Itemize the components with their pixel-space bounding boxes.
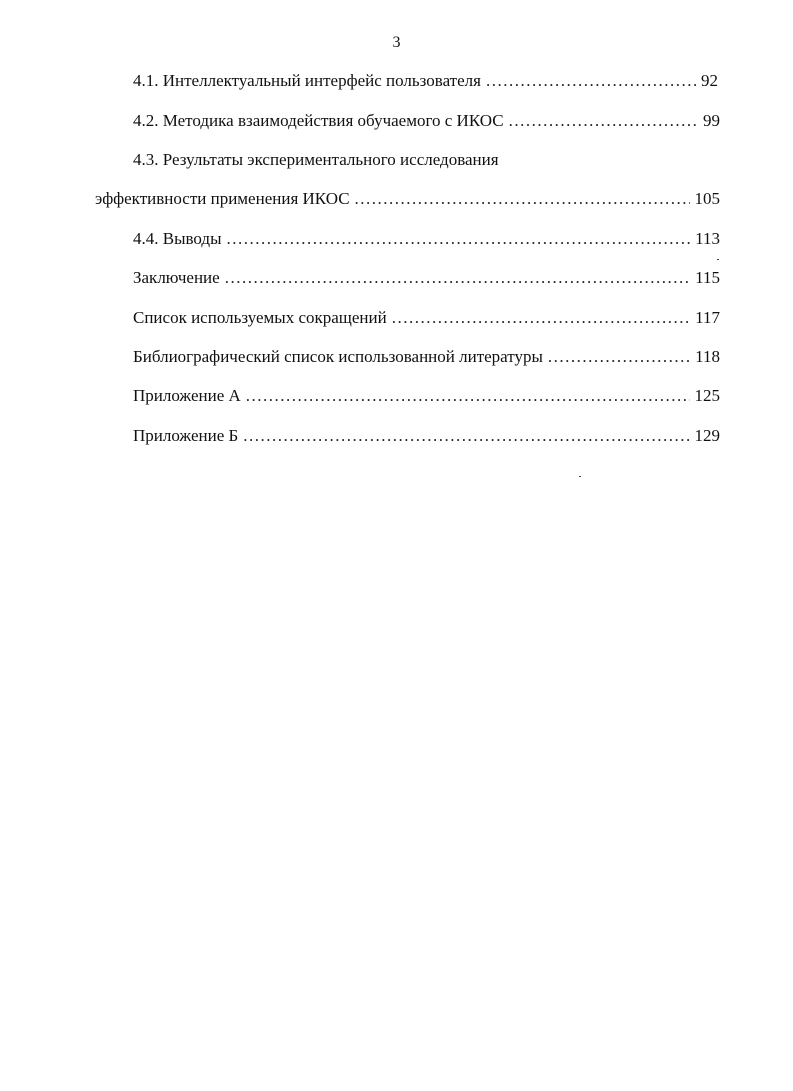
toc-entry[interactable] [133, 267, 720, 289]
toc-dot-leader [548, 346, 690, 368]
page-number: 3 [392, 34, 401, 51]
toc-entry-page: 118 [695, 347, 720, 366]
scan-speck [579, 476, 581, 477]
toc-entry[interactable] [133, 110, 720, 132]
toc-entry-heading[interactable] [133, 149, 553, 171]
toc-entry-title: 4.3. Результаты экспериментального исследования [133, 150, 499, 169]
toc-entry[interactable] [95, 188, 720, 210]
toc-entry-title: эффективности применения ИКОС [95, 189, 350, 208]
scan-speck [717, 259, 719, 260]
toc-entry-page: 105 [694, 189, 720, 208]
toc-entry-title: 4.1. Интеллектуальный интерфейс пользователя [133, 71, 481, 90]
toc-entry-title: Список используемых сокращений [133, 308, 387, 327]
toc-entry-page: 113 [695, 229, 720, 248]
toc-dot-leader [243, 425, 689, 447]
toc-entry-page: 92 [701, 71, 718, 90]
toc-entry[interactable] [133, 307, 720, 329]
toc-entry[interactable] [133, 385, 720, 407]
toc-dot-leader [392, 307, 690, 329]
toc-entry-page: 117 [695, 308, 720, 327]
toc-dot-leader [486, 70, 696, 92]
toc-entry-page: 99 [703, 111, 720, 130]
toc-entry-title: Приложение А [133, 386, 241, 405]
toc-entry-page: 125 [694, 386, 720, 405]
toc-entry-page: 115 [695, 268, 720, 287]
toc-dot-leader [355, 188, 690, 210]
toc-entry[interactable] [133, 346, 720, 368]
toc-entry-title: Заключение [133, 268, 220, 287]
toc-entry-title: Библиографический список использованной литературы [133, 347, 543, 366]
toc-dot-leader [509, 110, 698, 132]
toc-dot-leader [246, 385, 690, 407]
toc-entry[interactable] [133, 228, 720, 250]
toc-entry-page: 129 [694, 426, 720, 445]
toc-dot-leader [227, 228, 691, 250]
toc-entry-title: 4.2. Методика взаимодействия обучаемого с ИКОС [133, 111, 504, 130]
toc-entry[interactable] [133, 70, 718, 92]
toc-entry-title: 4.4. Выводы [133, 229, 222, 248]
toc-entry[interactable] [133, 425, 720, 447]
toc-entry-title: Приложение Б [133, 426, 239, 445]
toc-dot-leader [225, 267, 690, 289]
